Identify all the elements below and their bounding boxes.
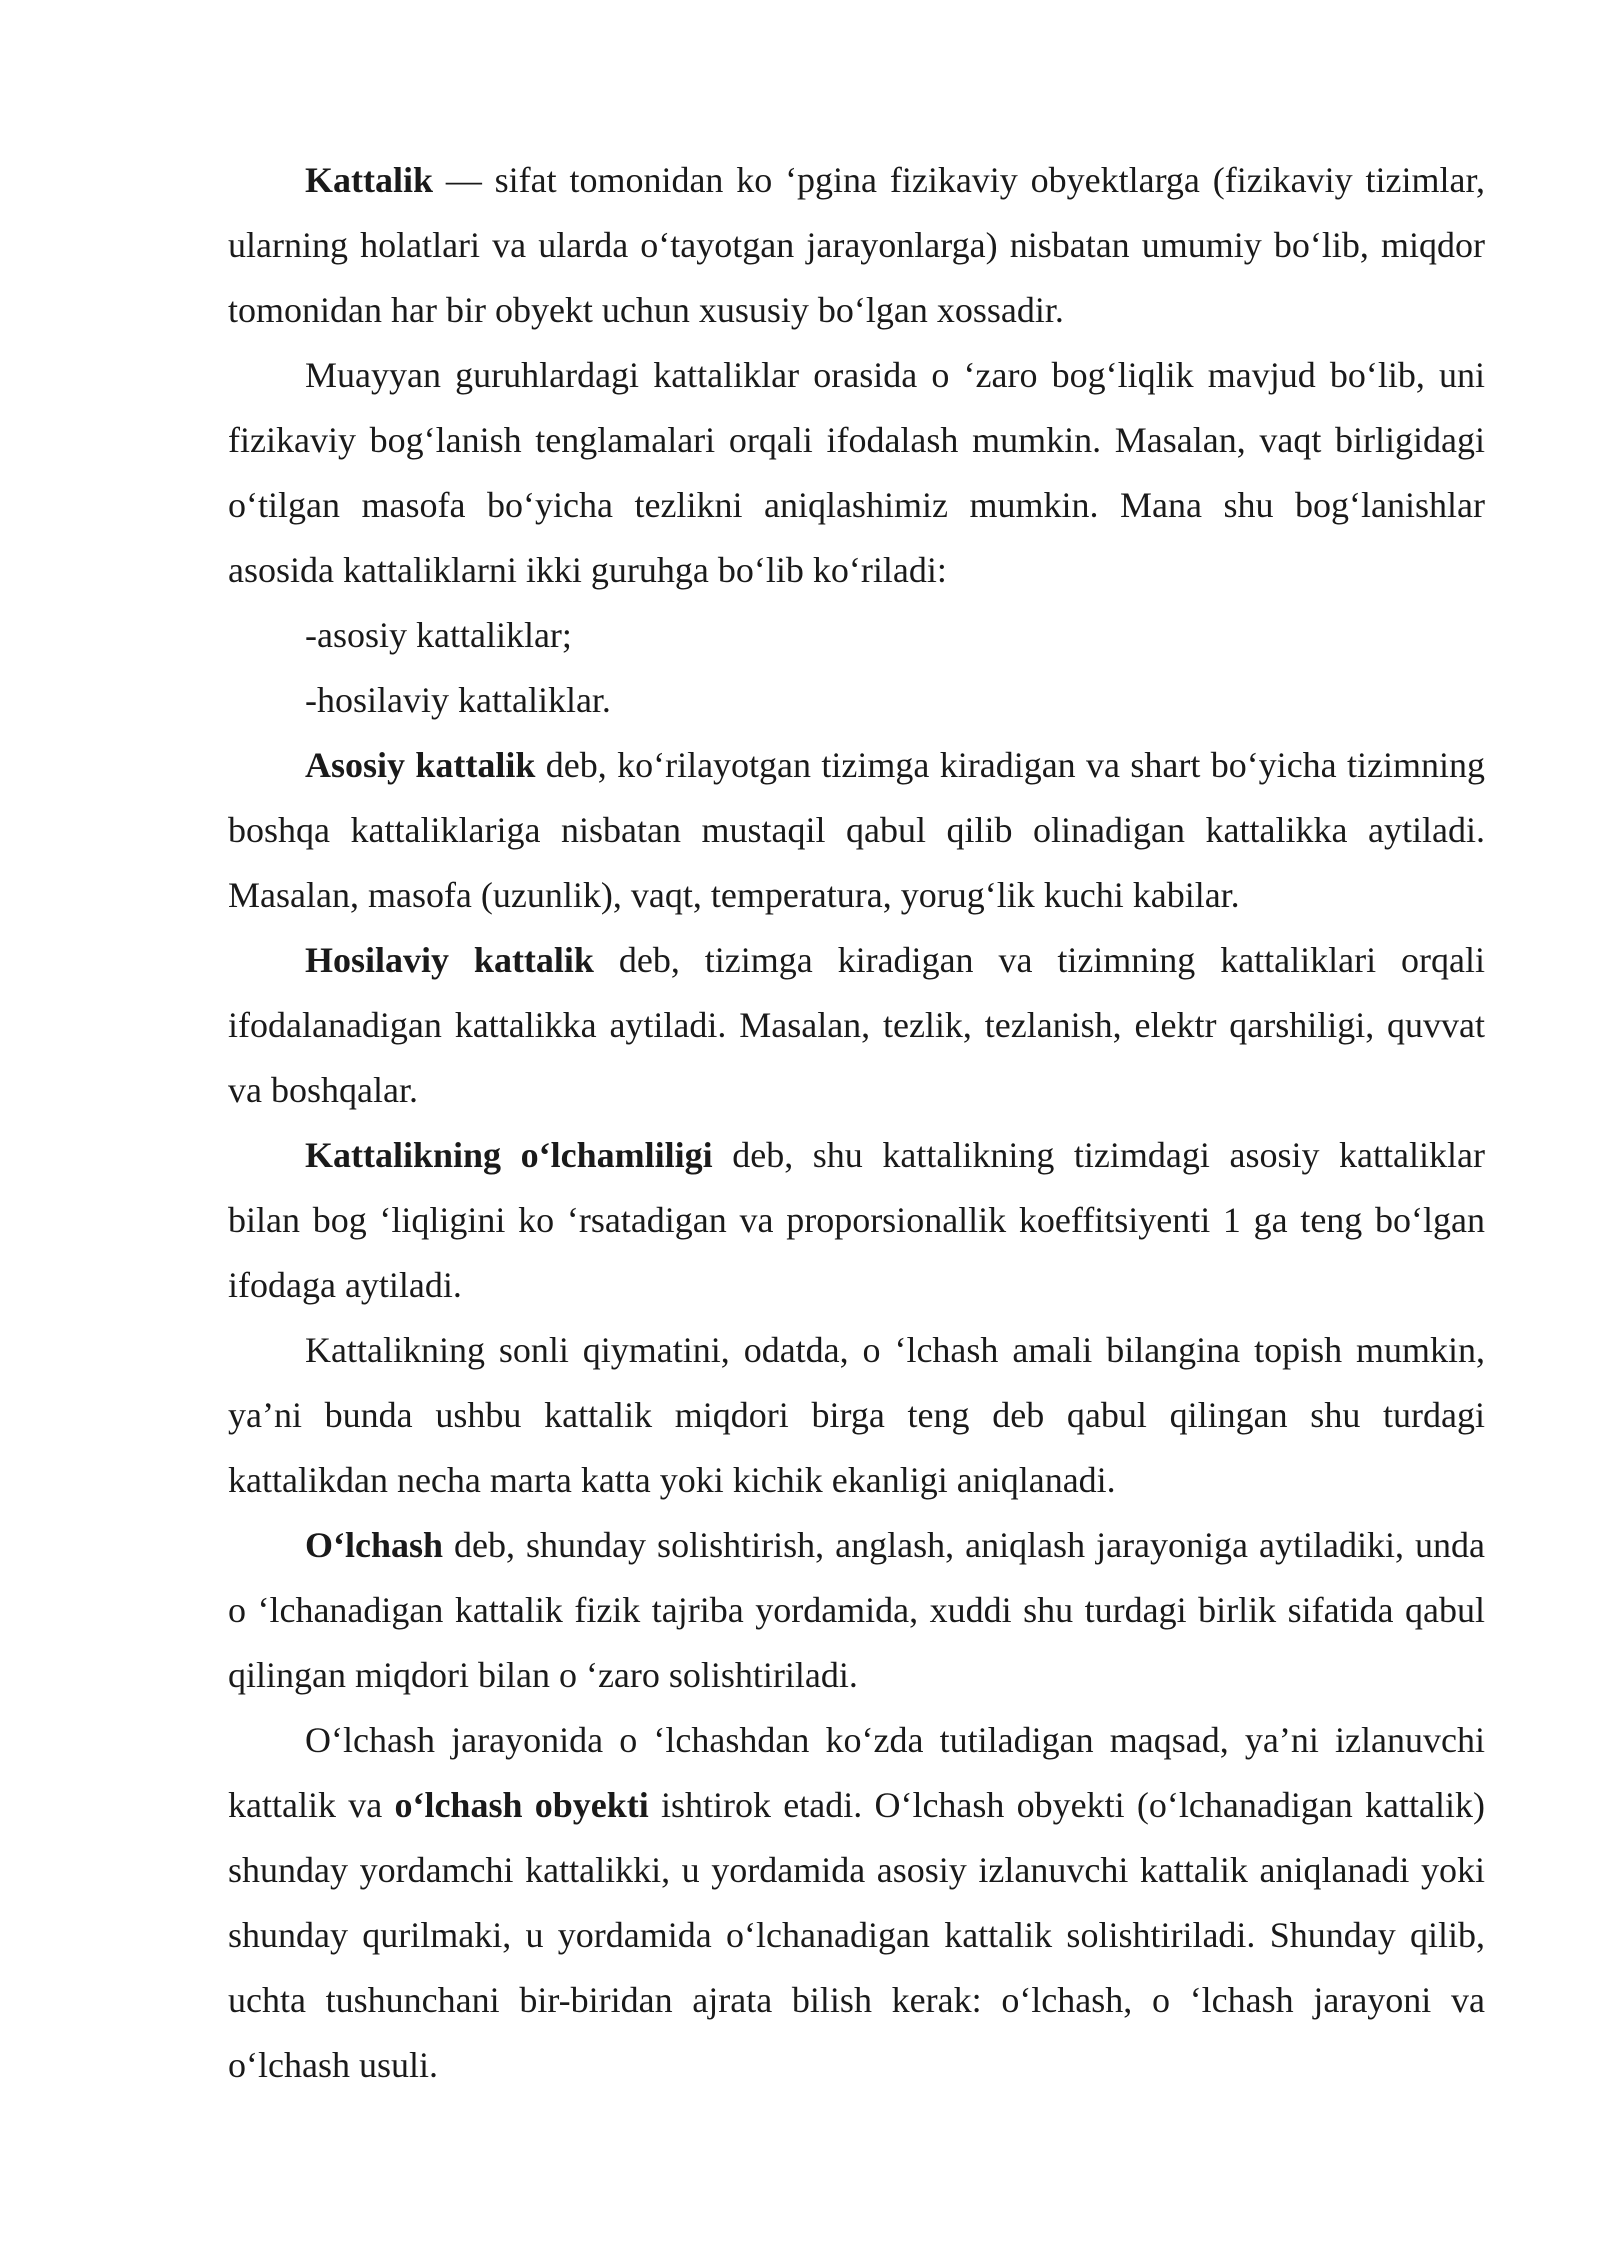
term-olchamlilik: Kattalikning o‘lchamliligi xyxy=(305,1135,713,1175)
paragraph-sonli-qiymat: Kattalikning sonli qiymatini, odatda, o ‘lchash amali bilangina topish mumkin, ya’ni bunda ushbu kattalik miqdori birga teng deb qabul qilingan shu turdagi kattalikdan necha marta katta yoki kichik ekanligi aniqlanadi. xyxy=(228,1330,1485,1500)
term-olchash-obyekti: o‘lchash obyekti xyxy=(394,1785,649,1825)
term-hosilaviy-kattalik: Hosilaviy kattalik xyxy=(305,940,594,980)
term-olchash: O‘lchash xyxy=(305,1525,444,1565)
paragraph-olchash-jarayoni: O‘lchash jarayonida o ‘lchashdan ko‘zda tutiladigan maqsad, ya’ni izlanuvchi kattalik va o‘lchash obyekti ishtirok etadi. O‘lchash obyekti (o‘lchanadigan kattalik) shunday yordamchi kattalikki, u yordamida asosiy izlanuvchi kattalik aniqlanadi yoki shunday qurilmaki, u yordamida o‘lchanadigan kattalik solishtiriladi. Shunday qilib, uchta tushunchani bir-biridan ajrata bilish kerak: o‘lchash, o ‘lchash jarayoni va o‘lchash usuli. xyxy=(228,1720,1485,2085)
paragraph-olchamlilik: Kattalikning o‘lchamliligi deb, shu kattalikning tizimdagi asosiy kattaliklar bilan bog ‘liqligini ko ‘rsatadigan va proporsionallik koeffitsiyenti 1 ga teng bo‘lgan ifodaga aytiladi. xyxy=(228,1135,1485,1305)
list-item-asosiy: -asosiy kattaliklar; xyxy=(305,615,572,655)
document-page xyxy=(228,148,1485,2098)
list-item-hosilaviy: -hosilaviy kattaliklar. xyxy=(305,680,611,720)
paragraph-olchash: O‘lchash deb, shunday solishtirish, anglash, aniqlash jarayoniga aytiladiki, unda o ‘lchanadigan kattalik fizik tajriba yordamida, xuddi shu turdagi birlik sifatida qabul qilingan miqdori bilan o ‘zaro solishtiriladi. xyxy=(228,1525,1485,1695)
paragraph-asosiy-kattalik: Asosiy kattalik deb, ko‘rilayotgan tizimga kiradigan va shart bo‘yicha tizimning boshqa kattaliklariga nisbatan mustaqil qabul qilib olinadigan kattalikka aytiladi. Masalan, masofa (uzunlik), vaqt, temperatura, yorug‘lik kuchi kabilar. xyxy=(228,745,1485,915)
term-asosiy-kattalik: Asosiy kattalik xyxy=(305,745,536,785)
term-kattalik: Kattalik xyxy=(305,160,434,200)
paragraph-hosilaviy-kattalik: Hosilaviy kattalik deb, tizimga kiradigan va tizimning kattaliklari orqali ifodalanadigan kattalikka aytiladi. Masalan, tezlik, tezlanish, elektr qarshiligi, quvvat va boshqalar. xyxy=(228,940,1486,1110)
paragraph-guruhlar: Muayyan guruhlardagi kattaliklar orasida o ‘zaro bog‘liqlik mavjud bo‘lib, uni fizikaviy bog‘lanish tenglamalari orqali ifodalash mumkin. Masalan, vaqt birligidagi o‘tilgan masofa bo‘yicha tezlikni aniqlashimiz mumkin. Mana shu bog‘lanishlar asosida kattaliklarni ikki guruhga bo‘lib ko‘riladi: xyxy=(228,355,1485,590)
paragraph-kattalik: Kattalik — sifat tomonidan ko ‘pgina fizikaviy obyektlarga (fizikaviy tizimlar, ularning holatlari va ularda o‘tayotgan jarayonlarga) nisbatan umumiy bo‘lib, miqdor tomonidan har bir obyekt uchun xususiy bo‘lgan xossadir. xyxy=(228,160,1485,330)
